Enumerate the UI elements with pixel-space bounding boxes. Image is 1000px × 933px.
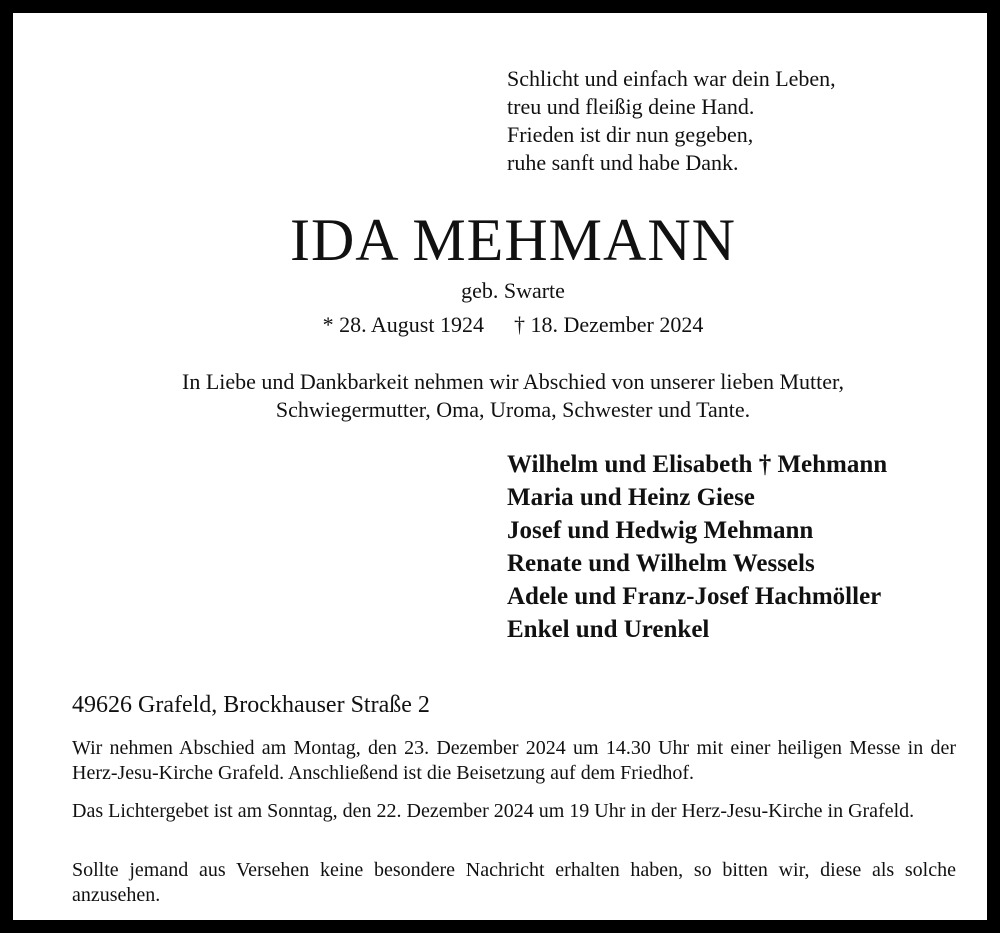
farewell-text — [13, 368, 1000, 424]
mourner-entry: Maria und Heinz Giese — [507, 484, 755, 511]
poem-line: ruhe sanft und habe Dank. — [507, 150, 739, 175]
deceased-name: IDA MEHMANN — [290, 207, 736, 273]
farewell-line: In Liebe und Dankbarkeit nehmen wir Abschied von unserer lieben Mutter, — [182, 369, 844, 394]
poem — [507, 65, 836, 177]
mourners-list — [507, 448, 887, 646]
mourner-entry: Enkel und Urenkel — [507, 616, 710, 643]
mourner-entry: Wilhelm und Elisabeth † Mehmann — [507, 451, 888, 478]
notice-info: Sollte jemand aus Versehen keine besondere Nachricht erhalten haben, so bitten wir, diese als solche anzusehen. — [72, 859, 956, 906]
poem-line: Schlicht und einfach war dein Leben, — [507, 66, 836, 91]
address: 49626 Grafeld, Brockhauser Straße 2 — [72, 692, 430, 718]
birth-name: geb. Swarte — [461, 278, 565, 303]
mourner-entry: Renate und Wilhelm Wessels — [507, 550, 815, 577]
death-date: † 18. Dezember 2024 — [513, 312, 704, 337]
farewell-line: Schwiegermutter, Oma, Uroma, Schwester und Tante. — [275, 397, 751, 422]
funeral-info: Wir nehmen Abschied am Montag, den 23. Dezember 2024 um 14.30 Uhr mit einer heiligen Messe in der Herz-Jesu-Kirche Grafeld. Anschließend ist die Beisetzung auf dem Friedhof. — [72, 737, 956, 784]
prayer-info: Das Lichtergebet ist am Sonntag, den 22. Dezember 2024 um 19 Uhr in der Herz-Jesu-Kirche in Grafeld. — [72, 800, 915, 822]
mourner-entry: Adele und Franz-Josef Hachmöller — [507, 583, 882, 610]
mourner-entry: Josef und Hedwig Mehmann — [507, 517, 814, 544]
birth-date: * 28. August 1924 — [322, 312, 484, 337]
poem-line: treu und fleißig deine Hand. — [507, 94, 755, 119]
life-dates — [13, 311, 1000, 339]
poem-line: Frieden ist dir nun gegeben, — [507, 122, 754, 147]
